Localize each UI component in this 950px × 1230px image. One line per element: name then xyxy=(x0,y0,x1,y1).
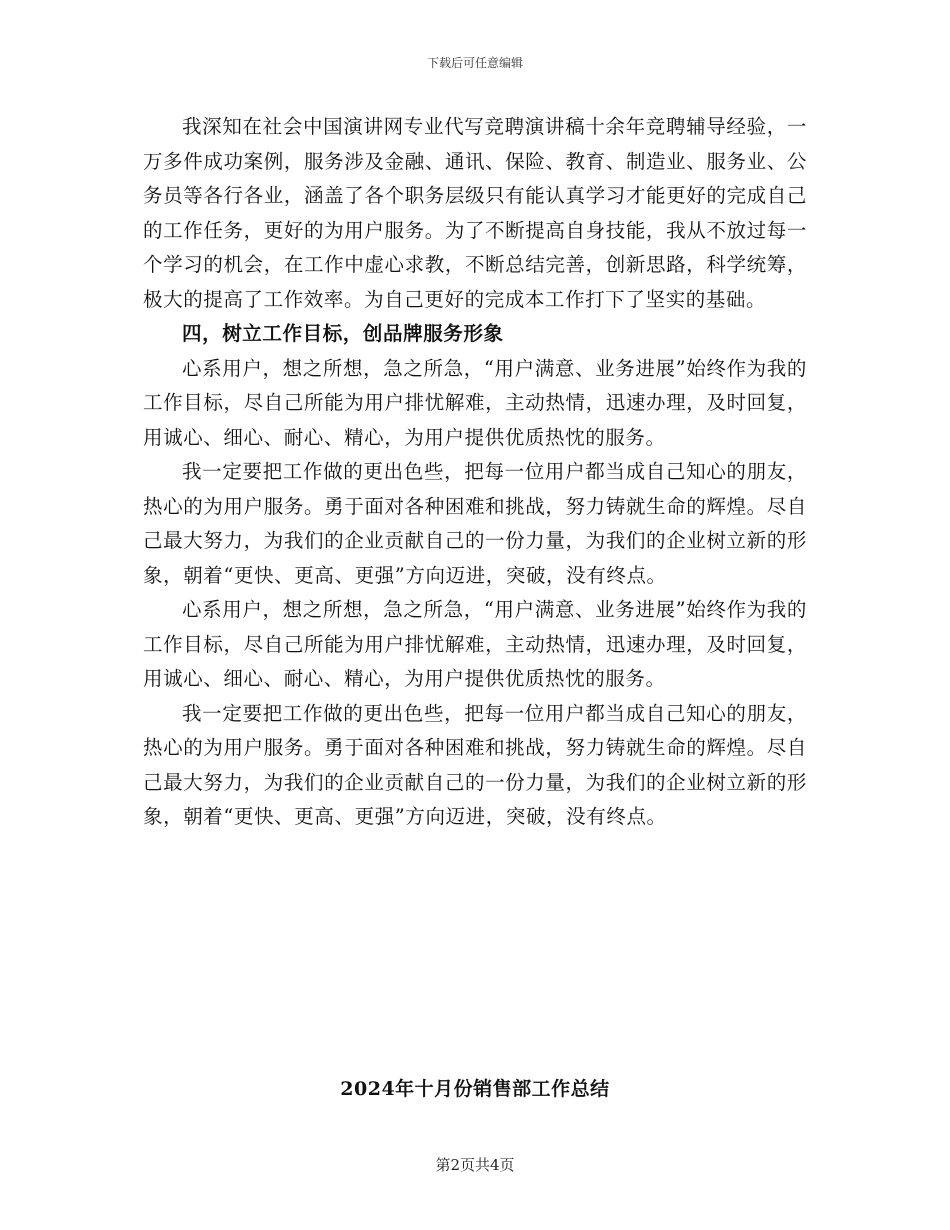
paragraph-4: 心系用户，想之所想，急之所急，“用户满意、业务进展”始终作为我的工作目标，尽自己所能为用户排忧解难，主动热情，迅速办理，及时回复，用诚心、细心、耐心、精心，为用户提供优质热忱的服务。 xyxy=(143,598,807,690)
document-title: 2024年十月份销售部工作总结 xyxy=(340,1078,610,1100)
section-heading: 四，树立工作目标，创品牌服务形象 xyxy=(182,322,504,345)
paragraph-3: 我一定要把工作做的更出色些，把每一位用户都当成自己知心的朋友，热心的为用户服务。勇于面对各种困难和挑战，努力铸就生命的辉煌。尽自己最大努力，为我们的企业贡献自己的一份力量，为我们的企业树立新的形象，朝着“更快、更高、更强”方向迈进，突破，没有终点。 xyxy=(143,460,807,587)
paragraph-5: 我一定要把工作做的更出色些，把每一位用户都当成自己知心的朋友，热心的为用户服务。勇于面对各种困难和挑战，努力铸就生命的辉煌。尽自己最大努力，为我们的企业贡献自己的一份力量，为我们的企业树立新的形象，朝着“更快、更高、更强”方向迈进，突破，没有终点。 xyxy=(143,701,807,828)
page-footer: 第2页共4页 xyxy=(435,1156,515,1174)
paragraph-1: 我深知在社会中国演讲网专业代写竞聘演讲稿十余年竞聘辅导经验，一万多件成功案例，服务涉及金融、通讯、保险、教育、制造业、服务业、公务员等各行各业，涵盖了各个职务层级只有能认真学习才能更好的完成自己的工作任务，更好的为用户服务。为了不断提高自身技能，我从不放过每一个学习的机会，在工作中虚心求教，不断总结完善，创新思路，科学统筹，极大的提高了工作效率。为自己更好的完成本工作打下了坚实的基础。 xyxy=(143,115,807,311)
document-body xyxy=(143,110,807,835)
page-header: 下载后可任意编辑 xyxy=(426,56,523,70)
paragraph-2: 心系用户，想之所想，急之所急，“用户满意、业务进展”始终作为我的工作目标，尽自己所能为用户排忧解难，主动热情，迅速办理，及时回复，用诚心、细心、耐心、精心，为用户提供优质热忱的服务。 xyxy=(143,356,807,449)
